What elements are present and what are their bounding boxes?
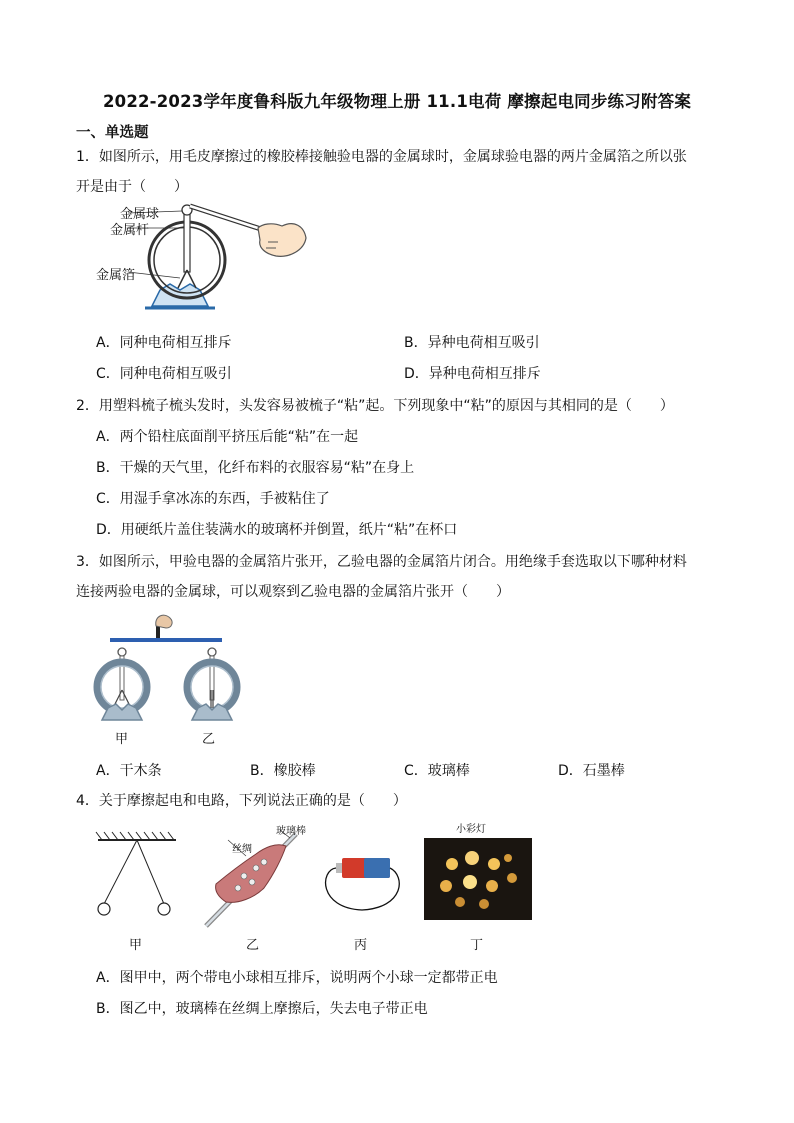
q1-stem-line2: 开是由于（ ） bbox=[76, 179, 188, 195]
label-yi: 乙 bbox=[202, 732, 216, 747]
q3-stem-line2: 连接两验电器的金属球，可以观察到乙验电器的金属箔片张开（ ） bbox=[76, 584, 510, 600]
label-metal-ball: 金属球 bbox=[120, 207, 160, 222]
label-fig-jia: 甲 bbox=[129, 938, 143, 953]
label-fig-ding: 丁 bbox=[470, 938, 484, 953]
q3-option-a[interactable]: A．干木条 bbox=[96, 763, 162, 779]
label-glass-rod: 玻璃棒 bbox=[276, 826, 306, 837]
q4-figure-yi bbox=[198, 818, 308, 953]
q4-option-a[interactable]: A．图甲中，两个带电小球相互排斥，说明两个小球一定都带正电 bbox=[96, 970, 498, 986]
q3-two-electroscopes-figure bbox=[92, 612, 252, 747]
q2-option-d[interactable]: D．用硬纸片盖住装满水的玻璃杯并倒置，纸片“粘”在杯口 bbox=[96, 522, 458, 538]
q4-option-b[interactable]: B．图乙中，玻璃棒在丝绸上摩擦后，失去电子带正电 bbox=[96, 1001, 428, 1017]
q1-electroscope-figure bbox=[90, 198, 320, 318]
q4-figure-ding bbox=[424, 820, 532, 953]
label-lamp: 小彩灯 bbox=[456, 824, 486, 835]
q2-stem: 2．用塑料梳子梳头发时，头发容易被梳子“粘”起。下列现象中“粘”的原因与其相同的是（ ） bbox=[76, 398, 674, 414]
q3-option-d[interactable]: D．石墨棒 bbox=[558, 763, 625, 779]
section-heading: 一、单选题 bbox=[76, 125, 149, 141]
q4-figure-bing bbox=[316, 852, 408, 953]
q1-option-b[interactable]: B．异种电荷相互吸引 bbox=[404, 335, 540, 351]
q3-option-c[interactable]: C．玻璃棒 bbox=[404, 763, 470, 779]
q2-option-c[interactable]: C．用湿手拿冰冻的东西，手被粘住了 bbox=[96, 491, 330, 507]
q2-option-b[interactable]: B．干燥的天气里，化纤布料的衣服容易“粘”在身上 bbox=[96, 460, 415, 476]
label-fig-bing: 丙 bbox=[354, 938, 368, 953]
q4-stem: 4．关于摩擦起电和电路，下列说法正确的是（ ） bbox=[76, 793, 407, 809]
label-jia: 甲 bbox=[115, 732, 129, 747]
label-metal-rod: 金属杆 bbox=[110, 223, 150, 238]
q1-option-c[interactable]: C．同种电荷相互吸引 bbox=[96, 366, 232, 382]
label-metal-foil: 金属箔 bbox=[96, 268, 136, 283]
q1-option-a[interactable]: A．同种电荷相互排斥 bbox=[96, 335, 232, 351]
q2-option-a[interactable]: A．两个铅柱底面削平挤压后能“粘”在一起 bbox=[96, 429, 359, 445]
q3-option-b[interactable]: B．橡胶棒 bbox=[250, 763, 316, 779]
page-title: 2022-2023学年度鲁科版九年级物理上册 11.1电荷 摩擦起电同步练习附答案 bbox=[102, 92, 692, 111]
q1-option-d[interactable]: D．异种电荷相互排斥 bbox=[404, 366, 541, 382]
q3-stem-line1: 3．如图所示，甲验电器的金属箔片张开，乙验电器的金属箔片闭合。用绝缘手套选取以下哪种材料 bbox=[76, 554, 687, 570]
q4-figure-jia bbox=[92, 828, 182, 953]
q1-stem-line1: 1．如图所示，用毛皮摩擦过的橡胶棒接触验电器的金属球时，金属球验电器的两片金属箔之所以张 bbox=[76, 149, 687, 165]
label-silk: 丝绸 bbox=[232, 844, 252, 855]
label-fig-yi: 乙 bbox=[246, 938, 260, 953]
